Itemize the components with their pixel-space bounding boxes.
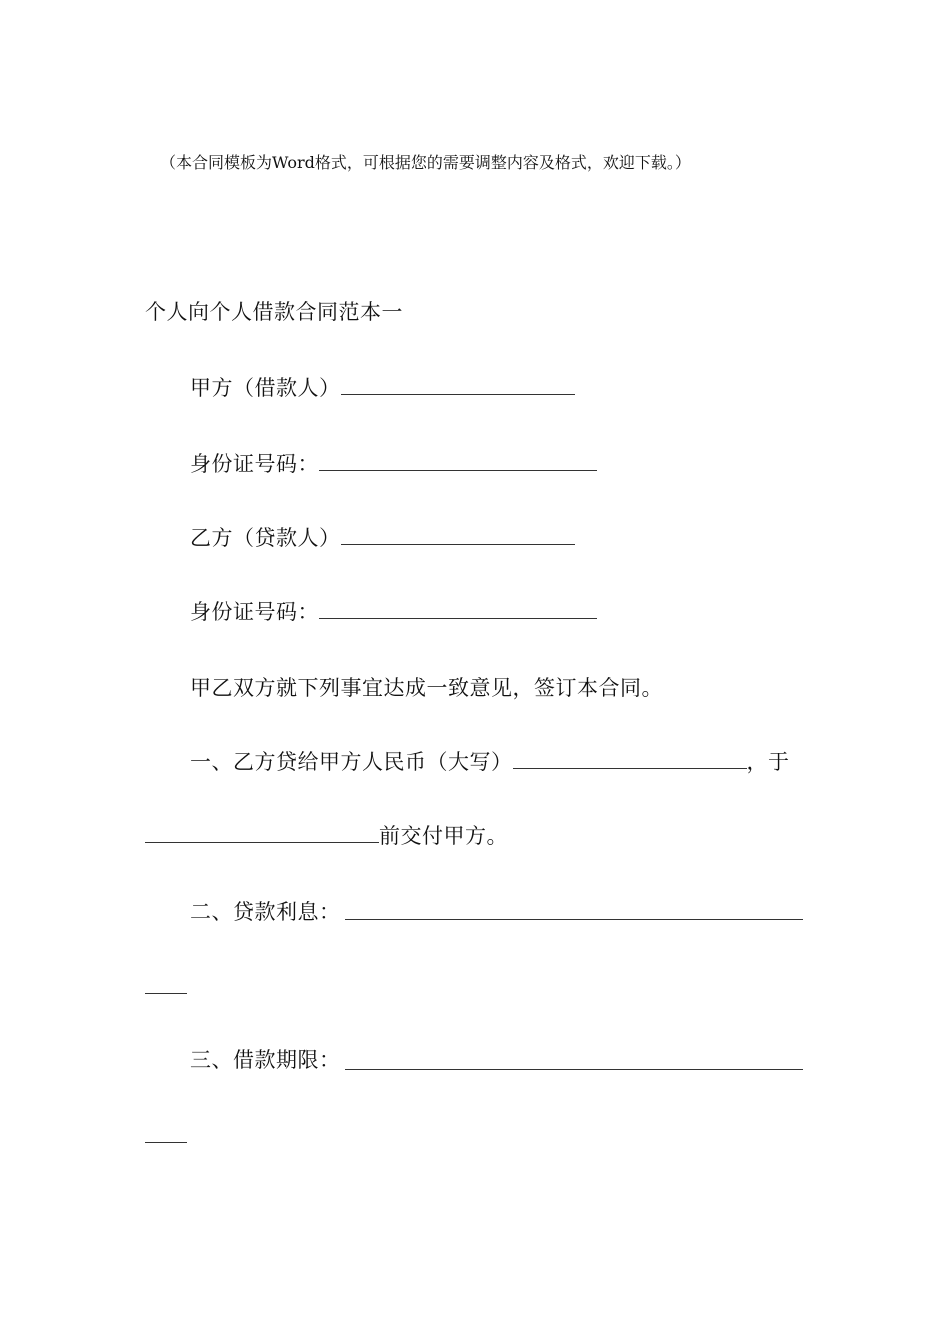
party-a-row bbox=[190, 374, 575, 402]
term-blank-continued[interactable] bbox=[145, 1142, 187, 1143]
clause1-suffix: 前交付甲方。 bbox=[379, 824, 508, 848]
agreement-intro: 甲乙双方就下列事宜达成一致意见，签订本合同。 bbox=[190, 676, 663, 700]
party-b-row bbox=[190, 524, 575, 552]
clause1-continued-row bbox=[145, 822, 508, 850]
interest-blank-continued[interactable] bbox=[145, 993, 187, 994]
loan-amount-blank[interactable] bbox=[513, 750, 747, 769]
party-b-name-blank[interactable] bbox=[341, 526, 575, 545]
party-b-id-label: 身份证号码： bbox=[190, 600, 319, 624]
party-b-id-blank[interactable] bbox=[319, 600, 597, 619]
clause2-row bbox=[190, 898, 341, 926]
party-a-id-label: 身份证号码： bbox=[190, 452, 319, 476]
clause3-label: 三、借款期限： bbox=[190, 1048, 341, 1072]
delivery-date-blank[interactable] bbox=[145, 824, 379, 843]
party-a-name-blank[interactable] bbox=[341, 376, 575, 395]
document-title: 个人向个人借款合同范本一 bbox=[145, 300, 403, 324]
party-a-id-blank[interactable] bbox=[319, 452, 597, 471]
party-a-id-row bbox=[190, 450, 597, 478]
clause3-row bbox=[190, 1046, 341, 1074]
interest-blank[interactable] bbox=[345, 919, 803, 920]
template-note: （本合同模板为Word格式，可根据您的需要调整内容及格式，欢迎下载。） bbox=[160, 153, 691, 172]
party-b-label: 乙方（贷款人） bbox=[190, 526, 341, 550]
clause1-middle: ，于 bbox=[746, 750, 790, 774]
clause1-prefix: 一、乙方贷给甲方人民币（大写） bbox=[190, 750, 513, 774]
clause2-label: 二、贷款利息： bbox=[190, 900, 341, 924]
party-b-id-row bbox=[190, 598, 597, 626]
clause1-row bbox=[190, 748, 790, 776]
term-blank[interactable] bbox=[345, 1069, 803, 1070]
party-a-label: 甲方（借款人） bbox=[190, 376, 341, 400]
